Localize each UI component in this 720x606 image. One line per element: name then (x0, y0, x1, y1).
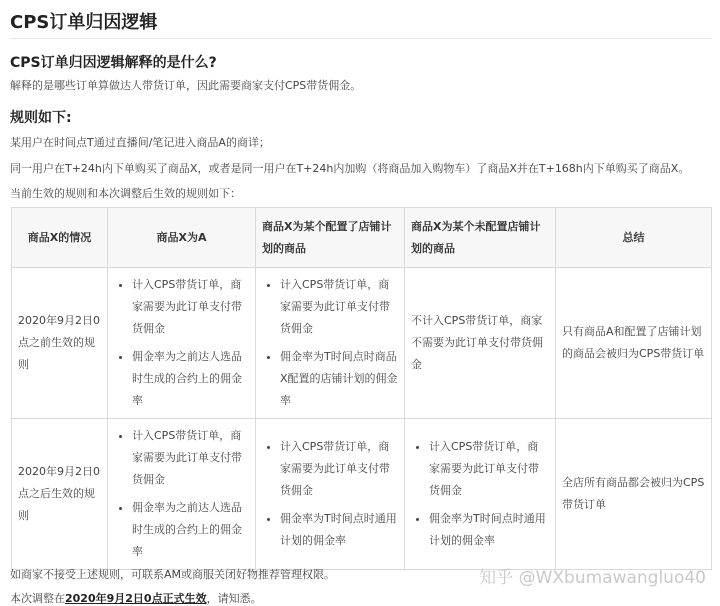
rules-table (11, 207, 712, 570)
footer-adjust-suffix: ，请知悉。 (206, 592, 262, 605)
table-cell (405, 419, 556, 570)
list-item: • 佣金率为T时间点时通用计划的佣金率 (429, 508, 549, 552)
table-cell-situation: 2020年9月2日0点之前生效的规则 (12, 268, 108, 419)
section-text-what: 解释的是哪些订单算做达人带货订单，因此需要商家支付CPS带货佣金。 (10, 79, 362, 92)
bullet-list (262, 274, 398, 412)
table-header: 商品X为A (108, 208, 256, 268)
footer-adjust-prefix: 本次调整在 (10, 592, 65, 605)
footer-adjust (10, 590, 262, 606)
section-heading-what: CPS订单归因逻辑解释的是什么? (10, 55, 217, 71)
list-item: • 计入CPS带货订单，商家需要为此订单支付带货佣金 (132, 425, 249, 491)
table-header: 商品X的情况 (12, 208, 108, 268)
bullet-list (114, 425, 249, 563)
list-item: • 计入CPS带货订单，商家需要为此订单支付带货佣金 (280, 436, 398, 502)
table-row (12, 268, 712, 419)
title-divider (10, 38, 712, 39)
table-cell: 不计入CPS带货订单，商家不需要为此订单支付带货佣金 (405, 268, 556, 419)
list-item: • 计入CPS带货订单，商家需要为此订单支付带货佣金 (132, 274, 249, 340)
table-cell-summary: 全店所有商品都会被归为CPS带货订单 (556, 419, 712, 570)
table-header: 商品X为某个配置了店铺计划的商品 (256, 208, 405, 268)
table-cell (108, 419, 256, 570)
list-item: • 佣金率为T时间点时商品X配置的店铺计划的佣金率 (280, 346, 398, 412)
list-item: • 佣金率为之前达人选品时生成的合约上的佣金率 (132, 346, 249, 412)
list-item: • 计入CPS带货订单，商家需要为此订单支付带货佣金 (429, 436, 549, 502)
footer-note: 如商家不接受上述规则，可联系AM或商服关闭好物推荐管理权限。 (10, 568, 336, 581)
bullet-list (262, 436, 398, 552)
table-cell-situation: 2020年9月2日0点之后生效的规则 (12, 419, 108, 570)
list-item: • 佣金率为T时间点时通用计划的佣金率 (280, 508, 398, 552)
footer-adjust-date: 2020年9月2日0点正式生效 (65, 592, 207, 605)
table-row (12, 419, 712, 570)
rule-line-3: 当前生效的规则和本次调整后生效的规则如下： (10, 187, 241, 200)
table-cell (256, 419, 405, 570)
table-cell (108, 268, 256, 419)
table-header-row (12, 208, 712, 268)
rule-line-2: 同一用户在T+24h内下单购买了商品X，或者是同一用户在T+24h内加购（将商品加入购物车）了商品X并在T+168h内下单购买了商品X。 (10, 162, 690, 175)
table-cell-summary: 只有商品A和配置了店铺计划的商品会被归为CPS带货订单 (556, 268, 712, 419)
bullet-list (114, 274, 249, 412)
table-header: 总结 (556, 208, 712, 268)
rule-line-1: 某用户在时间点T通过直播间/笔记进入商品A的商详； (10, 136, 270, 149)
table-cell (256, 268, 405, 419)
bullet-list (411, 436, 549, 552)
list-item: • 计入CPS带货订单，商家需要为此订单支付带货佣金 (280, 274, 398, 340)
table-header: 商品X为某个未配置店铺计划的商品 (405, 208, 556, 268)
section-heading-rules: 规则如下: (10, 110, 72, 126)
list-item: • 佣金率为之前达人选品时生成的合约上的佣金率 (132, 497, 249, 563)
page-title: CPS订单归因逻辑 (10, 12, 158, 33)
zhihu-watermark: 知乎 @WXbumawangluo40 (479, 568, 706, 588)
